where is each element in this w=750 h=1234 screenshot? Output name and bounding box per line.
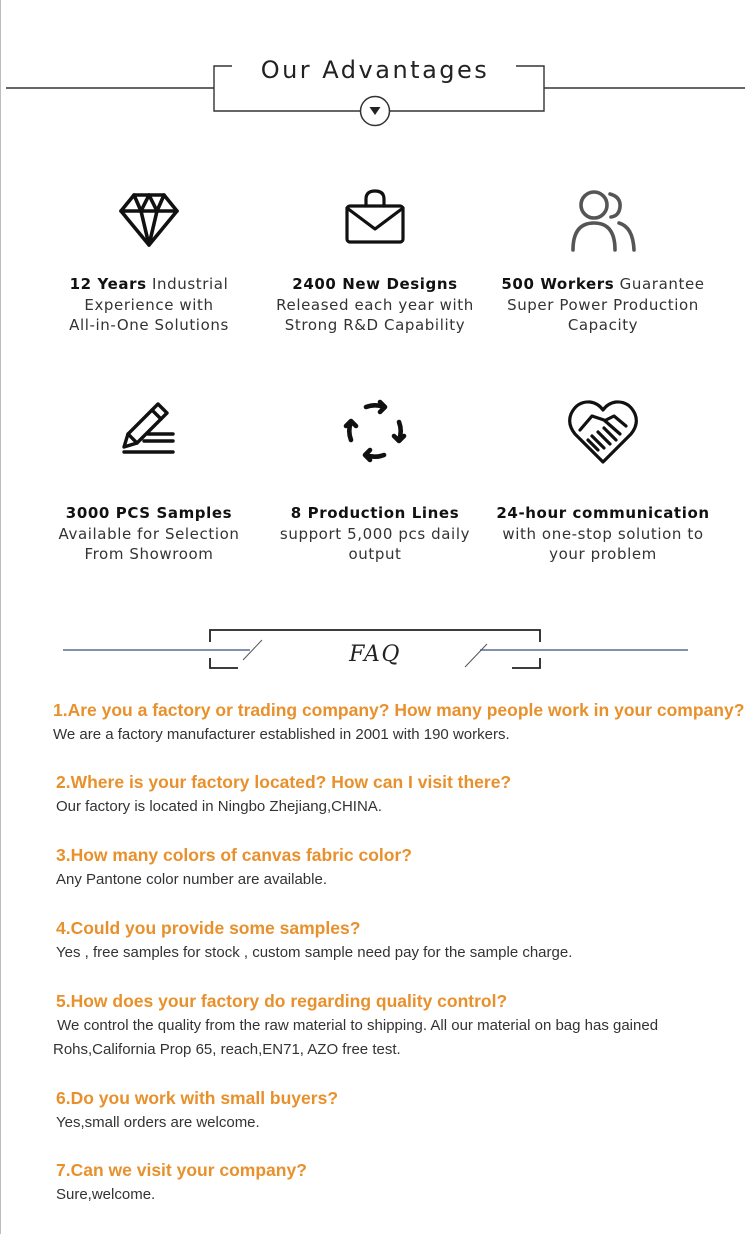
faq-answer: Any Pantone color number are available.	[56, 871, 327, 888]
advantage-item	[490, 186, 716, 336]
advantage-item	[262, 396, 488, 565]
faq-answer: Our factory is located in Ningbo Zhejiang,CHINA.	[56, 798, 382, 815]
faq-answer: Sure,welcome.	[56, 1186, 156, 1203]
faq-answer: We are a factory manufacturer established in 2001 with 190 workers.	[53, 726, 510, 743]
faq-question: 1.Are you a factory or trading company? How many people work in your company?	[53, 700, 745, 720]
faq-item	[56, 918, 750, 965]
faq-item	[56, 1088, 750, 1135]
faq-item	[53, 700, 750, 747]
advantage-text: output	[348, 545, 402, 563]
advantage-highlight: 3000 PCS Samples	[65, 504, 233, 522]
faq-answer: Rohs,California Prop 65, reach,EN71, AZO free test.	[53, 1041, 401, 1058]
faq-question: 4.Could you provide some samples?	[56, 918, 361, 938]
faq-item	[56, 845, 750, 892]
refresh-cycle-icon	[340, 396, 410, 466]
advantages-title: Our Advantages	[260, 56, 490, 84]
advantage-text: All-in-One Solutions	[69, 316, 229, 334]
faq-question: 2.Where is your factory located? How can I visit there?	[56, 772, 512, 792]
faq-item	[56, 772, 750, 819]
advantage-text: Industrial	[146, 275, 229, 293]
page-left-border	[0, 0, 1, 1234]
advantage-text: From Showroom	[84, 545, 214, 563]
advantage-text: Capacity	[567, 316, 639, 334]
advantage-highlight: 2400 New Designs	[292, 275, 458, 293]
faq-question: 7.Can we visit your company?	[56, 1160, 307, 1180]
chevron-down-circle-icon	[359, 95, 391, 127]
diamond-icon	[114, 186, 184, 256]
faq-item	[56, 1160, 750, 1207]
faq-question: 3.How many colors of canvas fabric color?	[56, 845, 412, 865]
faq-item	[53, 991, 750, 1062]
users-icon	[568, 186, 638, 256]
advantage-highlight: 8 Production Lines	[290, 504, 460, 522]
shopping-bag-icon	[340, 186, 410, 256]
pen-list-icon	[114, 396, 184, 466]
advantage-item	[36, 186, 262, 336]
advantage-text: Available for Selection	[58, 524, 240, 543]
faq-answer: We control the quality from the raw material to shipping. All our material on bag has gained	[53, 1017, 659, 1034]
advantage-item	[36, 396, 262, 565]
advantage-text: Strong R&D Capability	[284, 316, 466, 334]
advantage-highlight: 12 Years	[69, 275, 147, 293]
advantage-text: your problem	[549, 545, 657, 563]
advantage-text: Experience with	[84, 295, 214, 314]
handshake-heart-icon	[568, 396, 638, 466]
faq-question: 6.Do you work with small buyers?	[56, 1088, 339, 1108]
faq-answer: Yes , free samples for stock , custom sample need pay for the sample charge.	[56, 944, 573, 961]
advantages-header	[0, 0, 750, 140]
advantage-text: Released each year with	[276, 295, 474, 314]
advantage-text: Guarantee	[614, 275, 705, 293]
advantage-text: support 5,000 pcs daily	[279, 524, 471, 543]
advantage-highlight: 500 Workers	[501, 275, 615, 293]
faq-title: FAQ	[349, 642, 401, 667]
faq-answer: Yes,small orders are welcome.	[56, 1114, 260, 1131]
faq-header	[0, 620, 750, 680]
advantage-item	[490, 396, 716, 565]
advantage-highlight: 24-hour communication	[496, 504, 710, 522]
advantage-text: with one-stop solution to	[502, 524, 704, 543]
faq-question: 5.How does your factory do regarding quality control?	[56, 991, 508, 1011]
advantage-text: Super Power Production	[507, 295, 699, 314]
advantage-item	[262, 186, 488, 336]
